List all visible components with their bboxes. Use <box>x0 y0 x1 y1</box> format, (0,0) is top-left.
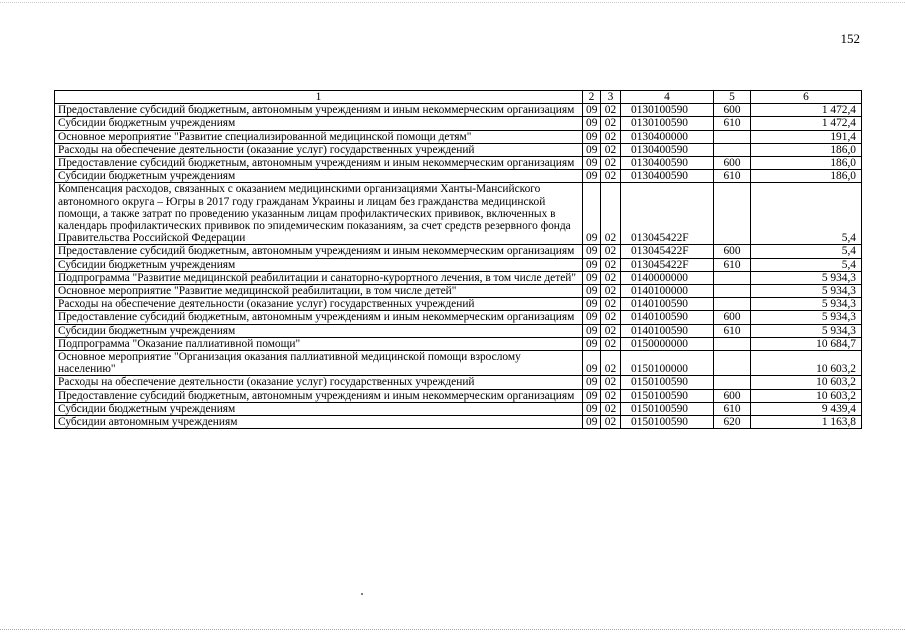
table-row <box>55 104 862 117</box>
row-target-code-cell: 0130100590 <box>621 104 714 117</box>
row-name-cell: Компенсация расходов, связанных с оказанием медицинскими организациями Ханты-Мансийского автономного округа – Югры в 2017 году гражданам Украины и лицам без гражданства медицинской помощи, а также затрат по проведению указанным лицам профилактических прививок, включенных в календарь профилактических прививок по эпидемическим показаниям, за счет средств резервного фонда Правительства Российской Федерации <box>55 183 583 245</box>
row-amount-cell: 5 934,3 <box>751 285 862 298</box>
table-row <box>55 311 862 324</box>
row-target-code-cell: 0140100590 <box>621 311 714 324</box>
table-row <box>55 157 862 170</box>
row-target-code-cell: 0150100590 <box>621 402 714 415</box>
row-subsection-cell: 02 <box>601 337 621 350</box>
row-amount-cell: 1 472,4 <box>751 104 862 117</box>
row-target-code-cell: 0140000000 <box>621 271 714 284</box>
row-expense-type-cell <box>714 143 751 156</box>
row-expense-type-cell: 610 <box>714 402 751 415</box>
row-expense-type-cell <box>714 337 751 350</box>
row-amount-cell: 5 934,3 <box>751 271 862 284</box>
row-subsection-cell: 02 <box>601 245 621 258</box>
row-target-code-cell: 013045422F <box>621 245 714 258</box>
row-name-cell: Субсидии бюджетным учреждениям <box>55 170 583 183</box>
row-section-cell: 09 <box>583 285 601 298</box>
row-subsection-cell: 02 <box>601 416 621 429</box>
column-number-row <box>55 91 862 104</box>
row-section-cell: 09 <box>583 245 601 258</box>
row-name-cell: Расходы на обеспечение деятельности (оказание услуг) государственных учреждений <box>55 298 583 311</box>
table-row <box>55 402 862 415</box>
row-name-cell: Основное мероприятие "Развитие специализированной медицинской помощи детям" <box>55 130 583 143</box>
row-section-cell: 09 <box>583 389 601 402</box>
row-name-cell: Предоставление субсидий бюджетным, автономным учреждениям и иным некоммерческим организациям <box>55 245 583 258</box>
row-subsection-cell: 02 <box>601 311 621 324</box>
row-section-cell: 09 <box>583 376 601 389</box>
row-section-cell: 09 <box>583 416 601 429</box>
row-subsection-cell: 02 <box>601 170 621 183</box>
row-amount-cell: 10 684,7 <box>751 337 862 350</box>
row-subsection-cell: 02 <box>601 285 621 298</box>
row-subsection-cell: 02 <box>601 351 621 376</box>
table-row <box>55 117 862 130</box>
row-subsection-cell: 02 <box>601 130 621 143</box>
row-section-cell: 09 <box>583 351 601 376</box>
budget-table <box>54 90 862 429</box>
row-name-cell: Основное мероприятие "Развитие медицинской реабилитации, в том числе детей" <box>55 285 583 298</box>
scan-speck <box>361 593 363 595</box>
row-amount-cell: 10 603,2 <box>751 389 862 402</box>
row-name-cell: Предоставление субсидий бюджетным, автономным учреждениям и иным некоммерческим организациям <box>55 157 583 170</box>
row-amount-cell: 5 934,3 <box>751 324 862 337</box>
row-name-cell: Основное мероприятие "Организация оказания паллиативной медицинской помощи взрослому населению" <box>55 351 583 376</box>
row-section-cell: 09 <box>583 324 601 337</box>
row-expense-type-cell: 610 <box>714 117 751 130</box>
column-header-1: 1 <box>55 91 583 104</box>
row-section-cell: 09 <box>583 183 601 245</box>
row-subsection-cell: 02 <box>601 157 621 170</box>
table-body <box>55 104 862 429</box>
row-target-code-cell: 0130400590 <box>621 170 714 183</box>
row-name-cell: Субсидии бюджетным учреждениям <box>55 402 583 415</box>
table-row <box>55 143 862 156</box>
table-row <box>55 351 862 376</box>
row-expense-type-cell: 600 <box>714 104 751 117</box>
row-amount-cell: 5 934,3 <box>751 311 862 324</box>
table-row <box>55 416 862 429</box>
row-expense-type-cell <box>714 298 751 311</box>
row-section-cell: 09 <box>583 258 601 271</box>
row-amount-cell: 5,4 <box>751 183 862 245</box>
table-row <box>55 271 862 284</box>
row-expense-type-cell: 600 <box>714 157 751 170</box>
row-target-code-cell: 0150000000 <box>621 337 714 350</box>
row-amount-cell: 186,0 <box>751 157 862 170</box>
row-name-cell: Предоставление субсидий бюджетным, автономным учреждениям и иным некоммерческим организациям <box>55 104 583 117</box>
page-number: 152 <box>840 31 860 46</box>
column-header-6: 6 <box>751 91 862 104</box>
row-section-cell: 09 <box>583 170 601 183</box>
table-row <box>55 245 862 258</box>
row-name-cell: Субсидии бюджетным учреждениям <box>55 258 583 271</box>
row-amount-cell: 1 472,4 <box>751 117 862 130</box>
row-subsection-cell: 02 <box>601 376 621 389</box>
row-expense-type-cell <box>714 351 751 376</box>
row-expense-type-cell <box>714 285 751 298</box>
row-target-code-cell: 0140100590 <box>621 298 714 311</box>
row-name-cell: Подпрограмма "Развитие медицинской реабилитации и санаторно-курортного лечения, в том числе детей" <box>55 271 583 284</box>
row-section-cell: 09 <box>583 402 601 415</box>
row-target-code-cell: 013045422F <box>621 183 714 245</box>
row-expense-type-cell: 610 <box>714 170 751 183</box>
row-subsection-cell: 02 <box>601 183 621 245</box>
row-target-code-cell: 0140100590 <box>621 324 714 337</box>
row-amount-cell: 186,0 <box>751 170 862 183</box>
row-subsection-cell: 02 <box>601 324 621 337</box>
row-section-cell: 09 <box>583 104 601 117</box>
row-name-cell: Расходы на обеспечение деятельности (оказание услуг) государственных учреждений <box>55 143 583 156</box>
row-amount-cell: 5,4 <box>751 258 862 271</box>
row-name-cell: Предоставление субсидий бюджетным, автономным учреждениям и иным некоммерческим организациям <box>55 389 583 402</box>
row-section-cell: 09 <box>583 311 601 324</box>
row-expense-type-cell <box>714 183 751 245</box>
row-name-cell: Предоставление субсидий бюджетным, автономным учреждениям и иным некоммерческим организациям <box>55 311 583 324</box>
row-expense-type-cell <box>714 271 751 284</box>
row-section-cell: 09 <box>583 271 601 284</box>
row-amount-cell: 9 439,4 <box>751 402 862 415</box>
row-name-cell: Расходы на обеспечение деятельности (оказание услуг) государственных учреждений <box>55 376 583 389</box>
row-amount-cell: 5 934,3 <box>751 298 862 311</box>
row-expense-type-cell: 610 <box>714 324 751 337</box>
scan-artifact-bottom <box>0 629 905 631</box>
row-section-cell: 09 <box>583 130 601 143</box>
row-expense-type-cell: 620 <box>714 416 751 429</box>
row-section-cell: 09 <box>583 117 601 130</box>
row-amount-cell: 10 603,2 <box>751 351 862 376</box>
table-row <box>55 183 862 245</box>
row-name-cell: Субсидии автономным учреждениям <box>55 416 583 429</box>
row-section-cell: 09 <box>583 143 601 156</box>
row-target-code-cell: 0150100590 <box>621 416 714 429</box>
table-row <box>55 258 862 271</box>
column-header-3: 3 <box>601 91 621 104</box>
column-header-2: 2 <box>583 91 601 104</box>
row-subsection-cell: 02 <box>601 271 621 284</box>
row-target-code-cell: 0130400000 <box>621 130 714 143</box>
row-name-cell: Подпрограмма "Оказание паллиативной помощи" <box>55 337 583 350</box>
row-expense-type-cell: 600 <box>714 311 751 324</box>
row-expense-type-cell: 600 <box>714 389 751 402</box>
row-amount-cell: 1 163,8 <box>751 416 862 429</box>
row-target-code-cell: 0150100590 <box>621 389 714 402</box>
table-row <box>55 285 862 298</box>
row-target-code-cell: 0130400590 <box>621 143 714 156</box>
table-row <box>55 298 862 311</box>
scan-artifact-top <box>0 2 905 4</box>
row-subsection-cell: 02 <box>601 389 621 402</box>
row-expense-type-cell <box>714 130 751 143</box>
row-expense-type-cell: 600 <box>714 245 751 258</box>
table-row <box>55 324 862 337</box>
row-expense-type-cell: 610 <box>714 258 751 271</box>
row-target-code-cell: 0150100000 <box>621 351 714 376</box>
row-name-cell: Субсидии бюджетным учреждениям <box>55 117 583 130</box>
row-target-code-cell: 013045422F <box>621 258 714 271</box>
row-target-code-cell: 0130100590 <box>621 117 714 130</box>
row-section-cell: 09 <box>583 337 601 350</box>
row-subsection-cell: 02 <box>601 104 621 117</box>
row-subsection-cell: 02 <box>601 117 621 130</box>
table-row <box>55 337 862 350</box>
row-section-cell: 09 <box>583 157 601 170</box>
column-header-4: 4 <box>621 91 714 104</box>
row-target-code-cell: 0130400590 <box>621 157 714 170</box>
table-row <box>55 389 862 402</box>
row-amount-cell: 186,0 <box>751 143 862 156</box>
row-subsection-cell: 02 <box>601 298 621 311</box>
row-amount-cell: 191,4 <box>751 130 862 143</box>
row-subsection-cell: 02 <box>601 402 621 415</box>
row-subsection-cell: 02 <box>601 143 621 156</box>
row-expense-type-cell <box>714 376 751 389</box>
row-name-cell: Субсидии бюджетным учреждениям <box>55 324 583 337</box>
row-target-code-cell: 0140100000 <box>621 285 714 298</box>
row-amount-cell: 10 603,2 <box>751 376 862 389</box>
row-amount-cell: 5,4 <box>751 245 862 258</box>
table-row <box>55 130 862 143</box>
row-target-code-cell: 0150100590 <box>621 376 714 389</box>
column-header-5: 5 <box>714 91 751 104</box>
row-section-cell: 09 <box>583 298 601 311</box>
table-row <box>55 170 862 183</box>
table-row <box>55 376 862 389</box>
row-subsection-cell: 02 <box>601 258 621 271</box>
